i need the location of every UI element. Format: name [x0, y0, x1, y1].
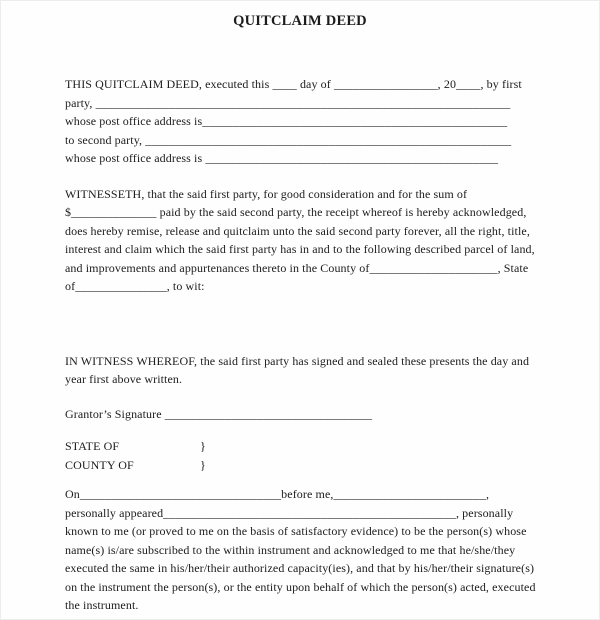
opening-line: THIS QUITCLAIM DEED, executed this ____ day of _________________, 20____, by first	[65, 77, 522, 91]
acknowledgment-line: executed the same in his/her/their authorized capacity(ies), and that by his/her/their signature(s)	[65, 561, 535, 575]
state-bracket: }	[200, 439, 206, 453]
witnesseth-line: interest and claim which the said first party has in and to the following described parcel of land,	[65, 242, 535, 256]
acknowledgment-line: the instrument.	[65, 598, 139, 612]
document-title: QUITCLAIM DEED	[233, 13, 367, 29]
witness-clause-line: year first above written.	[65, 372, 183, 386]
opening-line: party, ____________________________________________________________________	[65, 95, 511, 110]
opening-line: whose post office address is__________________________________________________	[65, 114, 508, 128]
acknowledgment-line: On_________________________________before me,_________________________,	[65, 487, 490, 501]
notary-venue-section	[65, 437, 575, 474]
witnesseth-line: does hereby remise, release and quitclaim unto the said second party forever, all the right, title,	[65, 223, 530, 238]
witnesseth-line: and improvements and appurtenances thereto in the County of_____________________, State	[65, 260, 529, 275]
state-of-label: STATE OF	[65, 439, 120, 453]
witness-clause-line: IN WITNESS WHEREOF, the said first party has signed and sealed these presents the day and	[65, 353, 530, 368]
county-of-label: COUNTY OF	[65, 457, 134, 472]
acknowledgment-line: name(s) is/are subscribed to the within instrument and acknowledged to me that he/she/they	[65, 542, 516, 557]
acknowledgment-line: personally appeared________________________________________________, personally	[65, 505, 514, 520]
witnesseth-line: of_______________, to wit:	[65, 279, 205, 293]
opening-line: whose post office address is ________________________________________________	[65, 151, 499, 165]
opening-line: to second party, ____________________________________________________________	[65, 132, 512, 147]
state-of-line	[65, 437, 575, 456]
county-bracket: }	[200, 457, 206, 472]
witnesseth-paragraph	[65, 185, 575, 296]
acknowledgment-line: on the instrument the person(s), or the entity upon behalf of which the person(s) acted, executed	[65, 579, 536, 594]
acknowledgment-line: known to me (or proved to me on the basis of satisfactory evidence) to be the person(s) whose	[65, 524, 527, 538]
witness-clause-paragraph	[65, 352, 575, 389]
document-body	[0, 75, 600, 615]
grantor-signature-line: Grantor’s Signature __________________________________	[65, 406, 373, 421]
acknowledgment-paragraph	[65, 485, 575, 615]
witnesseth-line: $______________ paid by the said second party, the receipt whereof is hereby acknowledged,	[65, 205, 527, 219]
witnesseth-line: WITNESSETH, that the said first party, for good consideration and for the sum of	[65, 186, 468, 201]
county-of-line	[65, 456, 575, 475]
grantor-signature-section	[65, 405, 575, 424]
opening-paragraph	[65, 75, 575, 168]
